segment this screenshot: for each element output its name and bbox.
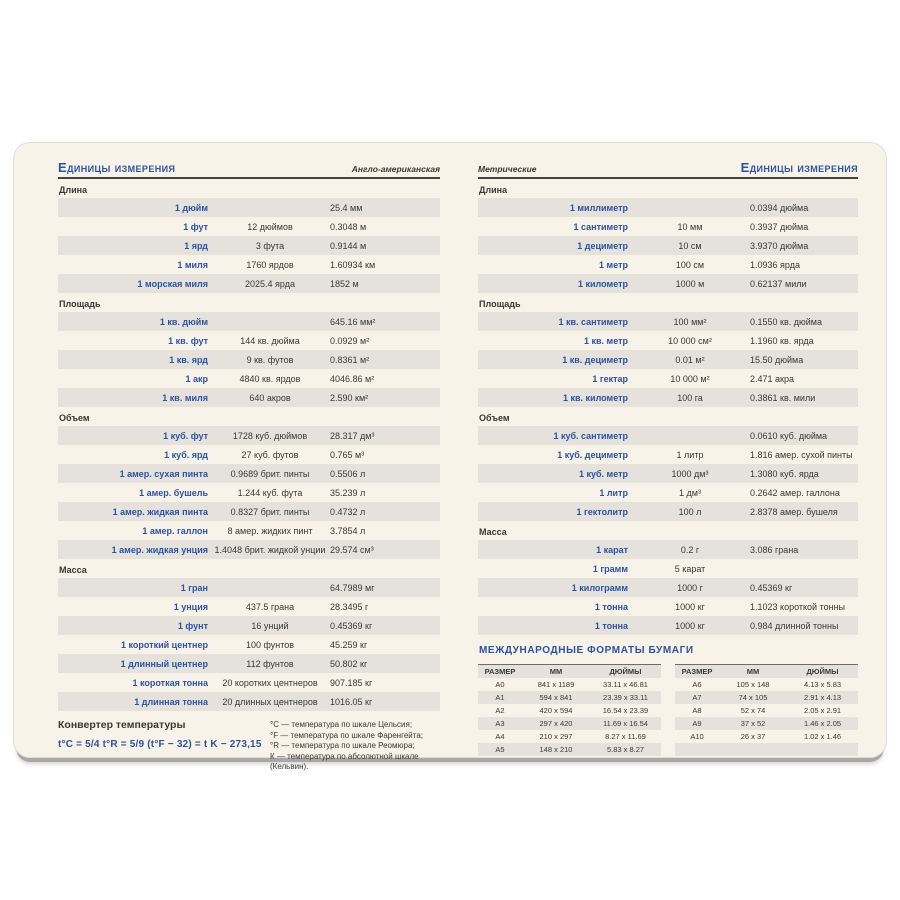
unit-equivalent: 12 дюймов bbox=[247, 221, 293, 232]
unit-name: 1 миллиметр bbox=[569, 202, 628, 213]
unit-name: 1 длинная тонна bbox=[134, 696, 208, 707]
table-row bbox=[478, 350, 858, 369]
table-row bbox=[478, 578, 858, 597]
unit-equivalent: 5 карат bbox=[674, 563, 706, 574]
table-row bbox=[478, 483, 858, 502]
unit-name: 1 амер. бушель bbox=[139, 487, 208, 498]
unit-value: 907.185 кг bbox=[330, 677, 373, 688]
format-inches: 33.11 x 46.81 bbox=[603, 680, 648, 689]
format-column-header: ДЮЙМЫ bbox=[806, 667, 839, 676]
unit-value: 0.3861 кв. мили bbox=[750, 392, 816, 403]
unit-name: 1 литр bbox=[599, 487, 628, 498]
temperature-formula: t°C = 5/4 t°R = 5/9 (t°F − 32) = t K − 273,15 bbox=[58, 739, 262, 750]
unit-name: 1 кв. дециметр bbox=[562, 354, 628, 365]
section-title: Длина bbox=[59, 185, 88, 195]
unit-equivalent: 0.01 м² bbox=[675, 354, 705, 365]
table-row bbox=[478, 616, 858, 635]
unit-value: 28.317 дм³ bbox=[330, 430, 375, 441]
table-row bbox=[478, 502, 858, 521]
section-area-imperial bbox=[58, 299, 440, 407]
unit-name: 1 гектолитр bbox=[576, 506, 628, 517]
table-row bbox=[58, 464, 440, 483]
unit-value: 1852 м bbox=[330, 278, 359, 289]
unit-name: 1 куб. фут bbox=[163, 430, 208, 441]
temperature-converter-left bbox=[58, 719, 270, 773]
unit-value: 1.1960 кв. ярда bbox=[750, 335, 814, 346]
unit-name: 1 акр bbox=[185, 373, 208, 384]
unit-value: 2.471 акра bbox=[750, 373, 794, 384]
unit-equivalent: 1 дм³ bbox=[679, 487, 701, 498]
unit-equivalent: 1760 ярдов bbox=[246, 259, 294, 270]
format-size: A6 bbox=[692, 680, 702, 689]
format-row bbox=[675, 730, 858, 743]
unit-value: 15.50 дюйма bbox=[750, 354, 804, 365]
unit-value: 45.259 кг bbox=[330, 639, 368, 650]
format-inches: 5.83 x 8.27 bbox=[606, 745, 645, 754]
table-row bbox=[58, 502, 440, 521]
format-row bbox=[478, 730, 661, 743]
table-row bbox=[58, 521, 440, 540]
right-page-title: Единицы измерения bbox=[740, 160, 858, 175]
unit-value: 64.7989 мг bbox=[330, 582, 375, 593]
table-row bbox=[58, 388, 440, 407]
unit-table bbox=[58, 426, 440, 559]
unit-value: 25.4 мм bbox=[330, 202, 363, 213]
table-row bbox=[58, 255, 440, 274]
format-size: A9 bbox=[692, 719, 702, 728]
format-row bbox=[675, 717, 858, 730]
table-row bbox=[58, 331, 440, 350]
temperature-note: °R — температура по шкале Реомюра; bbox=[270, 741, 415, 750]
paper-formats-table-a0-a5 bbox=[478, 664, 661, 756]
format-inches: 23.39 x 33.11 bbox=[603, 693, 648, 702]
format-inches: 1.46 x 2.05 bbox=[803, 719, 842, 728]
unit-value: 645.16 мм² bbox=[330, 316, 376, 327]
temperature-converter-title: Конвертер температуры bbox=[58, 719, 186, 731]
unit-name: 1 карат bbox=[596, 544, 628, 555]
format-mm: 297 x 420 bbox=[539, 719, 573, 728]
section-area-metric bbox=[478, 299, 858, 407]
unit-name: 1 длинный центнер bbox=[120, 658, 208, 669]
unit-value: 4046.86 м² bbox=[330, 373, 375, 384]
format-row bbox=[675, 678, 858, 691]
unit-value: 0.984 длинной тонны bbox=[750, 620, 839, 631]
unit-value: 0.3937 дюйма bbox=[750, 221, 809, 232]
unit-equivalent: 1000 м bbox=[675, 278, 705, 289]
format-column-header: ММ bbox=[746, 667, 760, 676]
table-row bbox=[478, 198, 858, 217]
unit-equivalent: 1728 куб. дюймов bbox=[232, 430, 308, 441]
unit-name: 1 кв. метр bbox=[584, 335, 628, 346]
notebook-spread bbox=[14, 143, 886, 771]
table-row bbox=[58, 217, 440, 236]
unit-value: 1016.05 кг bbox=[330, 696, 373, 707]
unit-name: 1 морская миля bbox=[137, 278, 208, 289]
unit-equivalent: 1000 кг bbox=[675, 620, 705, 631]
table-row bbox=[58, 198, 440, 217]
format-column-header: ДЮЙМЫ bbox=[609, 667, 642, 676]
unit-equivalent: 1 литр bbox=[676, 449, 704, 460]
unit-value: 0.0394 дюйма bbox=[750, 202, 809, 213]
unit-table bbox=[478, 540, 858, 635]
format-inches: 1.02 x 1.46 bbox=[803, 732, 842, 741]
format-size: A7 bbox=[692, 693, 702, 702]
format-size: A3 bbox=[495, 719, 505, 728]
unit-value: 0.765 м³ bbox=[330, 449, 365, 460]
format-mm: 210 x 297 bbox=[539, 732, 573, 741]
unit-name: 1 километр bbox=[578, 278, 628, 289]
unit-name: 1 дециметр bbox=[577, 240, 628, 251]
unit-value: 0.0929 м² bbox=[330, 335, 370, 346]
unit-equivalent: 2025.4 ярда bbox=[245, 278, 295, 289]
format-column-header: РАЗМЕР bbox=[681, 667, 713, 676]
unit-equivalent: 1000 кг bbox=[675, 601, 705, 612]
section-mass-imperial bbox=[58, 565, 440, 711]
unit-value: 0.45369 кг bbox=[330, 620, 373, 631]
unit-name: 1 гран bbox=[180, 582, 208, 593]
format-row bbox=[478, 691, 661, 704]
unit-equivalent: 1000 дм³ bbox=[671, 468, 709, 479]
unit-equivalent: 20 длинных центнеров bbox=[222, 696, 318, 707]
table-row bbox=[58, 692, 440, 711]
format-mm: 594 x 841 bbox=[539, 693, 573, 702]
unit-value: 2.8378 амер. бушеля bbox=[750, 506, 838, 517]
unit-name: 1 ярд bbox=[184, 240, 208, 251]
unit-equivalent: 20 коротких центнеров bbox=[222, 677, 318, 688]
table-row bbox=[58, 369, 440, 388]
unit-value: 1.816 амер. сухой пинты bbox=[750, 449, 853, 460]
unit-value: 0.45369 кг bbox=[750, 582, 793, 593]
unit-name: 1 куб. дециметр bbox=[557, 449, 628, 460]
unit-name: 1 гектар bbox=[592, 373, 628, 384]
unit-equivalent: 10 000 см² bbox=[668, 335, 712, 346]
temperature-note: °F — температура по шкале Фаренгейта; bbox=[270, 730, 423, 740]
section-length-metric bbox=[478, 185, 858, 293]
unit-equivalent: 100 см bbox=[675, 259, 705, 270]
unit-equivalent: 1000 г bbox=[677, 582, 703, 593]
format-row bbox=[675, 691, 858, 704]
unit-equivalent: 1.4048 брит. жидкой унции bbox=[214, 544, 326, 555]
unit-name: 1 куб. ярд bbox=[164, 449, 208, 460]
paper-formats-title: МЕЖДУНАРОДНЫЕ ФОРМАТЫ БУМАГИ bbox=[479, 645, 694, 656]
table-row bbox=[58, 540, 440, 559]
format-column-header: РАЗМЕР bbox=[484, 667, 516, 676]
unit-name: 1 амер. жидкая унция bbox=[111, 544, 208, 555]
unit-name: 1 амер. сухая пинта bbox=[119, 468, 208, 479]
table-row bbox=[478, 274, 858, 293]
page-right bbox=[478, 157, 858, 756]
paper-formats-tables bbox=[478, 664, 858, 756]
format-inches: 8.27 x 11.69 bbox=[605, 732, 646, 741]
table-row bbox=[478, 236, 858, 255]
unit-equivalent: 437.5 грана bbox=[245, 601, 295, 612]
unit-table bbox=[478, 312, 858, 407]
format-inches: 2.05 x 2.91 bbox=[803, 706, 842, 715]
unit-name: 1 амер. жидкая пинта bbox=[112, 506, 208, 517]
unit-equivalent: 112 фунтов bbox=[246, 658, 294, 669]
table-row bbox=[478, 312, 858, 331]
format-size: A2 bbox=[495, 706, 505, 715]
unit-equivalent: 640 акров bbox=[249, 392, 291, 403]
format-row bbox=[675, 743, 858, 756]
format-row bbox=[478, 678, 661, 691]
format-size: A10 bbox=[690, 732, 704, 741]
unit-table bbox=[58, 198, 440, 293]
paper-formats-table-a6-a10 bbox=[675, 664, 858, 756]
unit-value: 0.8361 м² bbox=[330, 354, 370, 365]
format-mm: 37 x 52 bbox=[740, 719, 766, 728]
unit-value: 0.9144 м bbox=[330, 240, 367, 251]
right-page-subtitle: Метрические bbox=[478, 164, 537, 174]
paper-formats bbox=[478, 645, 858, 756]
table-row bbox=[58, 578, 440, 597]
unit-equivalent: 27 куб. футов bbox=[241, 449, 299, 460]
table-row bbox=[58, 274, 440, 293]
format-row bbox=[675, 704, 858, 717]
unit-equivalent: 100 л bbox=[678, 506, 702, 517]
unit-equivalent: 100 фунтов bbox=[245, 639, 295, 650]
unit-equivalent: 8 амер. жидких пинт bbox=[227, 525, 313, 536]
unit-name: 1 кв. сантиметр bbox=[558, 316, 628, 327]
unit-value: 0.0610 куб. дюйма bbox=[750, 430, 828, 441]
format-inches: 4.13 x 5.83 bbox=[803, 680, 842, 689]
unit-value: 35.239 л bbox=[330, 487, 366, 498]
table-row bbox=[58, 426, 440, 445]
table-row bbox=[58, 445, 440, 464]
table-row bbox=[58, 312, 440, 331]
unit-name: 1 сантиметр bbox=[573, 221, 628, 232]
unit-equivalent: 10 мм bbox=[677, 221, 703, 232]
unit-equivalent: 0.8327 брит. пинты bbox=[230, 506, 310, 517]
format-mm: 26 x 37 bbox=[740, 732, 766, 741]
unit-equivalent: 10 см bbox=[678, 240, 702, 251]
format-row bbox=[478, 704, 661, 717]
format-size: A1 bbox=[495, 693, 505, 702]
table-row bbox=[58, 654, 440, 673]
unit-value: 3.9370 дюйма bbox=[750, 240, 809, 251]
table-row bbox=[478, 464, 858, 483]
table-row bbox=[58, 236, 440, 255]
unit-value: 50.802 кг bbox=[330, 658, 368, 669]
unit-name: 1 фунт bbox=[177, 620, 208, 631]
table-row bbox=[58, 483, 440, 502]
format-mm: 841 x 1189 bbox=[537, 680, 575, 689]
unit-table bbox=[478, 426, 858, 521]
unit-name: 1 килограмм bbox=[571, 582, 628, 593]
unit-value: 0.5506 л bbox=[330, 468, 366, 479]
section-volume-imperial bbox=[58, 413, 440, 559]
unit-equivalent: 9 кв. футов bbox=[246, 354, 294, 365]
table-row bbox=[58, 635, 440, 654]
format-row bbox=[478, 717, 661, 730]
table-row bbox=[58, 673, 440, 692]
unit-equivalent: 10 000 м² bbox=[670, 373, 710, 384]
format-size: A5 bbox=[495, 745, 505, 754]
unit-equivalent: 100 мм² bbox=[673, 316, 707, 327]
unit-name: 1 кв. километр bbox=[562, 392, 628, 403]
table-row bbox=[58, 616, 440, 635]
unit-value: 28.3495 г bbox=[330, 601, 369, 612]
section-title: Масса bbox=[479, 527, 507, 537]
table-row bbox=[478, 597, 858, 616]
unit-equivalent: 1.244 куб. фута bbox=[237, 487, 303, 498]
section-title: Длина bbox=[479, 185, 508, 195]
unit-name: 1 тонна bbox=[594, 601, 628, 612]
unit-value: 0.1550 кв. дюйма bbox=[750, 316, 822, 327]
unit-value: 3.7854 л bbox=[330, 525, 366, 536]
unit-equivalent: 3 фута bbox=[255, 240, 285, 251]
table-row bbox=[478, 331, 858, 350]
unit-name: 1 унция bbox=[173, 601, 208, 612]
temperature-note: °C — температура по шкале Цельсия; bbox=[270, 720, 413, 729]
format-inches: 2.91 x 4.13 bbox=[803, 693, 842, 702]
unit-value: 1.0936 ярда bbox=[750, 259, 800, 270]
unit-table bbox=[58, 578, 440, 711]
format-header-row bbox=[675, 665, 858, 678]
unit-equivalent: 4840 кв. ярдов bbox=[239, 373, 301, 384]
unit-table bbox=[478, 198, 858, 293]
unit-name: 1 амер. галлон bbox=[142, 525, 208, 536]
unit-name: 1 фут bbox=[183, 221, 208, 232]
format-mm: 420 x 594 bbox=[539, 706, 573, 715]
section-length-imperial bbox=[58, 185, 440, 293]
page-left bbox=[58, 157, 440, 773]
unit-value: 0.4732 л bbox=[330, 506, 366, 517]
unit-value: 1.60934 км bbox=[330, 259, 376, 270]
format-inches: 11.69 x 16.54 bbox=[603, 719, 648, 728]
unit-equivalent: 0.9689 брит. пинты bbox=[230, 468, 310, 479]
format-size: A8 bbox=[692, 706, 702, 715]
format-mm: 74 x 105 bbox=[738, 693, 768, 702]
temperature-note: К — температура по абсолютной шкале (Кельвин). bbox=[270, 751, 419, 771]
unit-name: 1 кв. дюйм bbox=[159, 316, 208, 327]
unit-name: 1 короткая тонна bbox=[132, 677, 208, 688]
unit-name: 1 метр bbox=[599, 259, 628, 270]
unit-name: 1 кв. фут bbox=[168, 335, 208, 346]
table-row bbox=[478, 255, 858, 274]
format-size: A4 bbox=[495, 732, 505, 741]
unit-name: 1 кв. ярд bbox=[169, 354, 208, 365]
section-title: Объем bbox=[59, 413, 90, 423]
temperature-converter bbox=[58, 719, 440, 773]
unit-equivalent: 16 унций bbox=[251, 620, 289, 631]
format-header-row bbox=[478, 665, 661, 678]
unit-value: 0.2642 амер. галлона bbox=[750, 487, 840, 498]
unit-name: 1 грамм bbox=[592, 563, 628, 574]
temperature-notes bbox=[270, 719, 440, 773]
table-row bbox=[478, 426, 858, 445]
unit-name: 1 короткий центнер bbox=[121, 639, 208, 650]
unit-value: 1.3080 куб. ярда bbox=[750, 468, 819, 479]
format-mm: 105 x 148 bbox=[736, 680, 770, 689]
left-page-title: Единицы измерения bbox=[58, 160, 176, 175]
table-row bbox=[478, 559, 858, 578]
table-row bbox=[478, 445, 858, 464]
format-row bbox=[478, 743, 661, 756]
unit-value: 2.590 км² bbox=[330, 392, 369, 403]
unit-name: 1 дюйм bbox=[174, 202, 208, 213]
left-page-header bbox=[58, 157, 440, 179]
unit-name: 1 кв. миля bbox=[162, 392, 208, 403]
left-page-subtitle: Англо-американская bbox=[351, 164, 440, 174]
table-row bbox=[478, 540, 858, 559]
unit-value: 1.1023 короткой тонны bbox=[750, 601, 846, 612]
unit-name: 1 куб. сантиметр bbox=[553, 430, 628, 441]
unit-value: 0.62137 мили bbox=[750, 278, 807, 289]
section-title: Площадь bbox=[59, 299, 101, 309]
unit-value: 3.086 грана bbox=[750, 544, 799, 555]
format-size: A0 bbox=[495, 680, 505, 689]
section-volume-metric bbox=[478, 413, 858, 521]
section-mass-metric bbox=[478, 527, 858, 635]
format-mm: 148 x 210 bbox=[539, 745, 573, 754]
section-title: Масса bbox=[59, 565, 87, 575]
unit-name: 1 тонна bbox=[594, 620, 628, 631]
right-page-header bbox=[478, 157, 858, 179]
section-title: Объем bbox=[479, 413, 510, 423]
unit-value: 29.574 см³ bbox=[330, 544, 374, 555]
unit-name: 1 миля bbox=[177, 259, 208, 270]
table-row bbox=[478, 217, 858, 236]
unit-equivalent: 100 га bbox=[677, 392, 703, 403]
format-inches: 16.54 x 23.39 bbox=[602, 706, 649, 715]
format-column-header: ММ bbox=[549, 667, 563, 676]
format-mm: 52 x 74 bbox=[740, 706, 766, 715]
unit-table bbox=[58, 312, 440, 407]
table-row bbox=[478, 388, 858, 407]
table-row bbox=[58, 597, 440, 616]
unit-value: 0.3048 м bbox=[330, 221, 367, 232]
unit-name: 1 куб. метр bbox=[578, 468, 628, 479]
unit-equivalent: 0.2 г bbox=[680, 544, 700, 555]
table-row bbox=[58, 350, 440, 369]
unit-equivalent: 144 кв. дюйма bbox=[240, 335, 300, 346]
table-row bbox=[478, 369, 858, 388]
section-title: Площадь bbox=[479, 299, 521, 309]
